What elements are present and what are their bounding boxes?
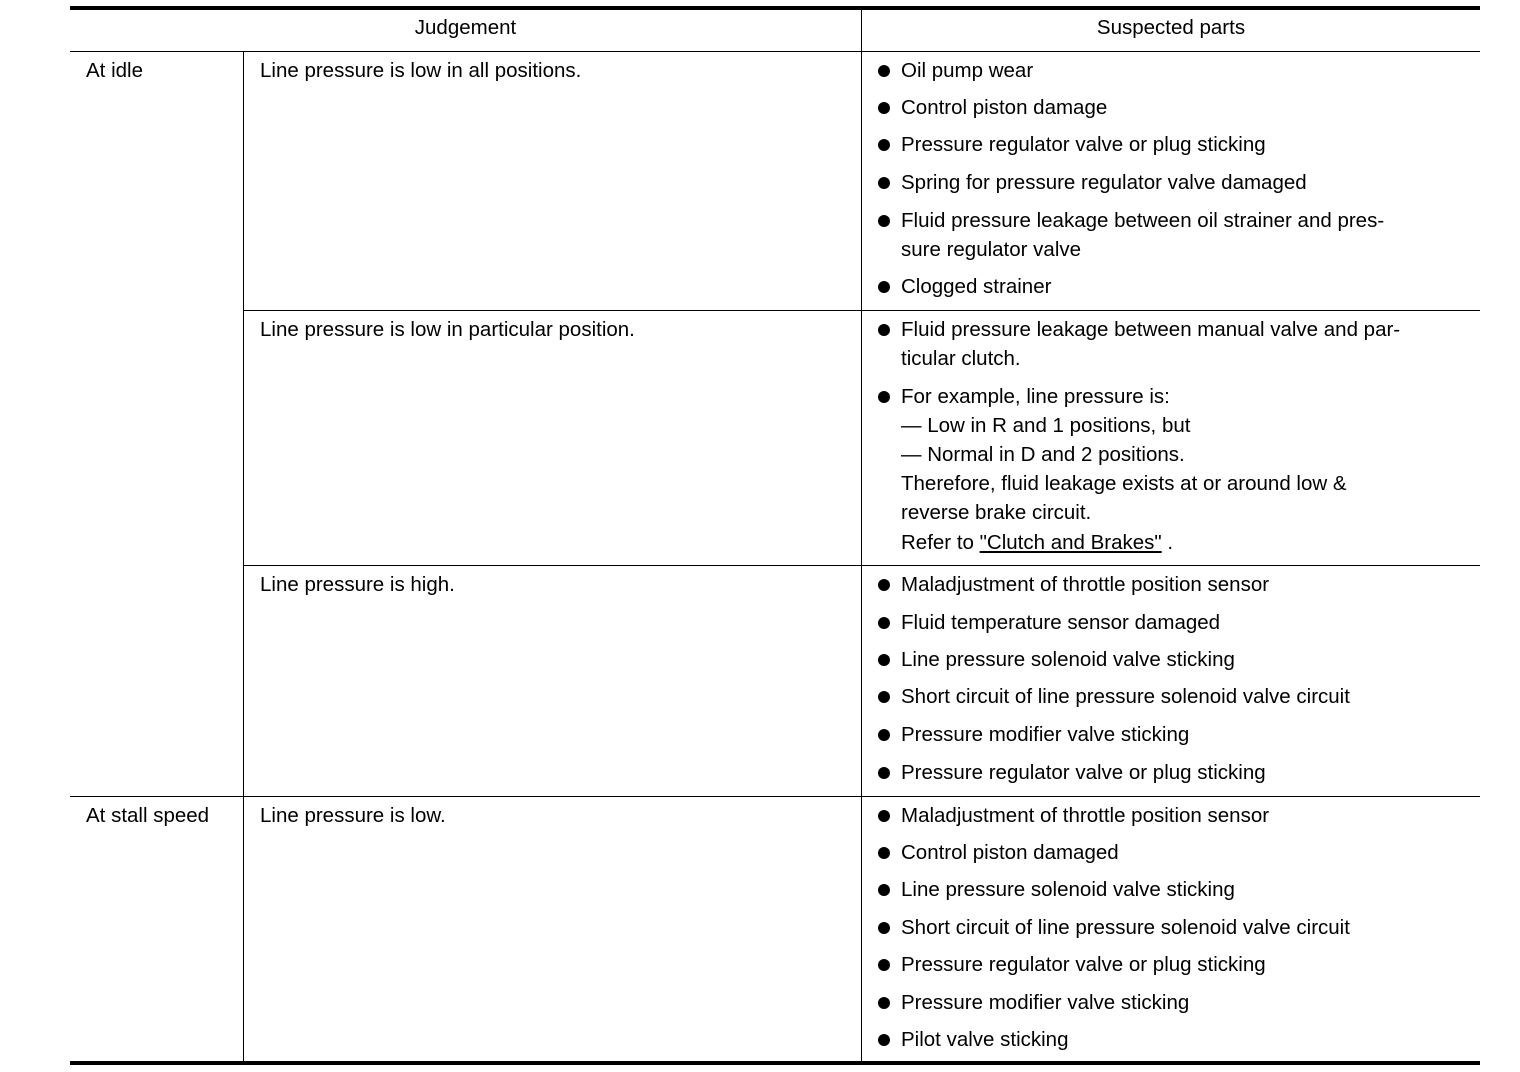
bullet-icon bbox=[878, 1034, 890, 1046]
group-divider bbox=[70, 796, 1480, 797]
group-at-idle: At idle bbox=[86, 59, 143, 82]
bullet-icon bbox=[878, 767, 890, 779]
row-divider-2 bbox=[244, 565, 1480, 566]
bullet-icon bbox=[878, 691, 890, 703]
bullet-icon bbox=[878, 997, 890, 1009]
judgement-table bbox=[70, 6, 1480, 1065]
judgement-low: Line pressure is low. bbox=[260, 804, 446, 827]
bullet-icon bbox=[878, 391, 890, 403]
clutch-and-brakes-link[interactable]: "Clutch and Brakes" bbox=[979, 531, 1162, 554]
group-at-stall-speed: At stall speed bbox=[86, 804, 210, 827]
header-judgement: Judgement bbox=[414, 16, 517, 39]
refer-text: Refer to bbox=[901, 531, 980, 554]
judgement-high: Line pressure is high. bbox=[260, 573, 455, 596]
bullet-icon bbox=[878, 579, 890, 591]
bullet-icon bbox=[878, 215, 890, 227]
bullet-icon bbox=[878, 847, 890, 859]
judgement-low-all-positions: Line pressure is low in all positions. bbox=[260, 59, 582, 82]
bullet-icon bbox=[878, 810, 890, 822]
row-divider-1 bbox=[244, 310, 1480, 311]
bullet-icon bbox=[878, 884, 890, 896]
bullet-icon bbox=[878, 102, 890, 114]
bullet-icon bbox=[878, 654, 890, 666]
bullet-icon bbox=[878, 281, 890, 293]
bullet-icon bbox=[878, 959, 890, 971]
column-divider-parts bbox=[861, 10, 862, 1062]
bullet-icon bbox=[878, 324, 890, 336]
bullet-icon bbox=[878, 922, 890, 934]
bullet-icon bbox=[878, 65, 890, 77]
bullet-icon bbox=[878, 729, 890, 741]
refer-end: . bbox=[1161, 531, 1174, 554]
bullet-icon bbox=[878, 139, 890, 151]
bullet-icon bbox=[878, 617, 890, 629]
header-suspected-parts: Suspected parts bbox=[1096, 16, 1246, 39]
column-divider-group bbox=[243, 52, 244, 1062]
header-rule bbox=[70, 51, 1480, 52]
judgement-low-particular-position: Line pressure is low in particular position. bbox=[260, 318, 635, 341]
bullet-icon bbox=[878, 177, 890, 189]
